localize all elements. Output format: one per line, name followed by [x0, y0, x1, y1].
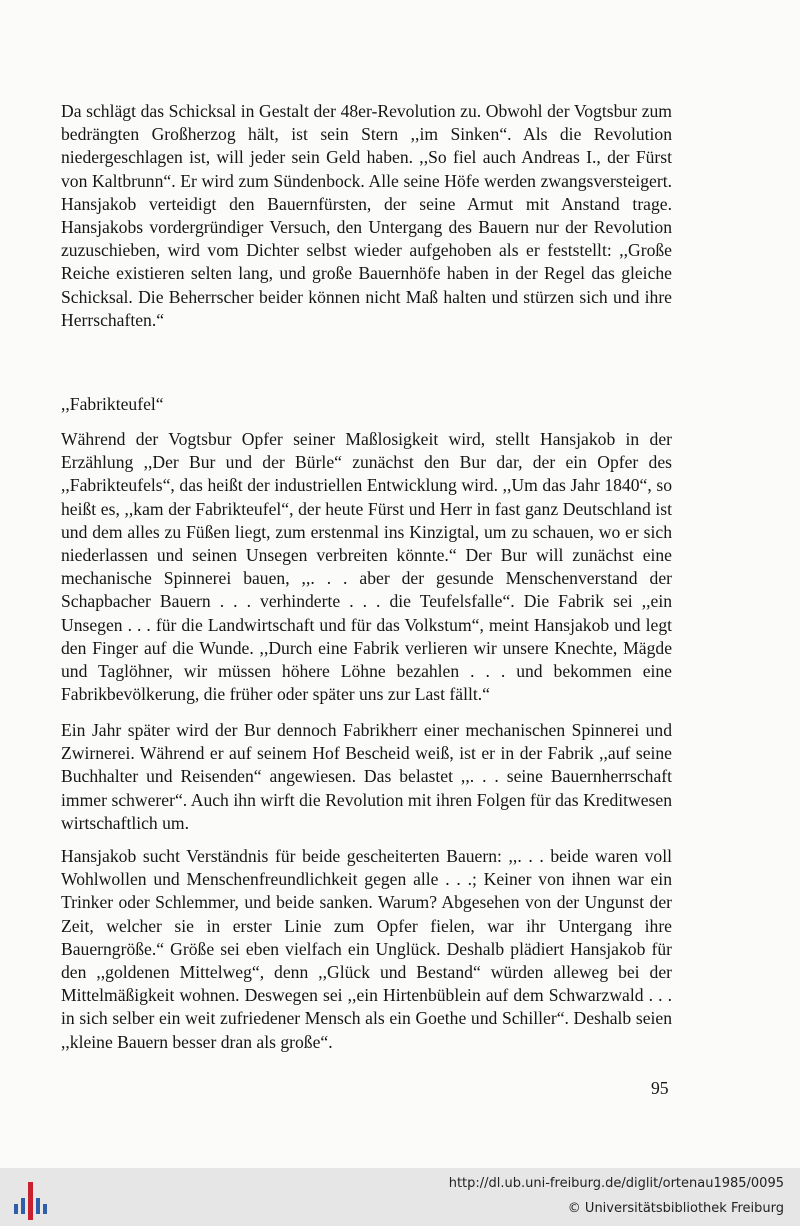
paragraph-1: Da schlägt das Schicksal in Gestalt der 48er-Revolution zu. Obwohl der Vogtsbur zum bedrängten Großherzog hält, ist sein Stern ,,im Sinken“. Als die Revolution niedergeschlagen ist, will jeder sein Geld haben. ,,So fiel auch Andreas I., der Fürst von Kaltbrunn“. Er wird zum Sündenbock. Alle seine Höfe werden zwangsversteigert. Hansjakob verteidigt den Bauernfürsten, der seine Armut mit Anstand trage. Hansjakobs vordergründiger Versuch, den Untergang des Bauern nur der Revolution zuzuschieben, wird vom Dichter selbst wieder aufgehoben als er feststellt: ,,Große Reiche existieren selten lang, und große Bauernhöfe haben in der Regel das gleiche Schicksal. Die Beherrscher beider können nicht Maß halten und stürzen sich und ihre Herrschaften.“	[61, 101, 672, 330]
paragraph-3: Ein Jahr später wird der Bur dennoch Fabrikherr einer mechanischen Spinnerei und Zwirnerei. Während er auf seinem Hof Bescheid weiß, ist er in der Fabrik ,,auf seine Buchhalter und Reisenden“ angewiesen. Das belastet ,,. . . seine Bauernherrschaft immer schwerer“. Auch ihn wirft die Revolution mit ihren Folgen für das Kreditwesen wirtschaftlich um.	[61, 720, 672, 833]
footer-bar	[0, 1168, 800, 1226]
page-number: 95	[651, 1078, 669, 1098]
ub-freiburg-logo-icon	[10, 1178, 50, 1222]
section-heading: ,,Fabrikteufel“	[61, 394, 164, 414]
document-url-link[interactable]: http://dl.ub.uni-freiburg.de/diglit/ortenau1985/0095	[448, 1176, 784, 1191]
paragraph-4: Hansjakob sucht Verständnis für beide gescheiterten Bauern: ,,. . . beide waren voll Wohlwollen und Menschenfreundlichkeit gegen alle . . .; Keiner von ihnen war ein Trinker oder Schlemmer, und beide sanken. Warum? Abgesehen von der Ungunst der Zeit, welcher sie in erster Linie zum Opfer fielen, war ihr Untergang ihre Bauerngröße.“ Größe sei eben vielfach ein Unglück. Deshalb plädiert Hansjakob für den ,,goldenen Mittelweg“, denn ,,Glück und Bestand“ würden alleweg bei der Mittelmäßigkeit wohnen. Deswegen sei ,,ein Hirtenbüblein auf dem Schwarzwald . . . in sich selber ein weit zufriedener Mensch als ein Goethe und Schiller“. Deshalb seien ,,kleine Bauern besser dran als große“.	[61, 846, 672, 1052]
paragraph-2: Während der Vogtsbur Opfer seiner Maßlosigkeit wird, stellt Hansjakob in der Erzählung ,,Der Bur und der Bürle“ zunächst den Bur dar, der ein Opfer des ,,Fabrikteufels“, das heißt der industriellen Entwicklung wird. ,,Um das Jahr 1840“, so heißt es, ,,kam der Fabrikteufel“, der heute Fürst und Herr in fast ganz Deutschland ist und dem alles zu Füßen liegt, zum erstenmal ins Kinzigtal, um zu schauen, wo er sich niederlassen und seinen Unsegen verbreiten könnte.“ Der Bur will zunächst eine mechanische Spinnerei bauen, ,,. . . aber der gesunde Menschenverstand der Schapbacher Bauern . . . verhinderte . . . die Teufelsfalle“. Die Fabrik sei ,,ein Unsegen . . . für die Landwirtschaft und für das Volkstum“, meint Hansjakob und legt den Finger auf die Wunde. ,,Durch eine Fabrik verlieren wir unsere Knechte, Mägde und Taglöhner, wir müssen höhere Löhne bezahlen . . . und bekommen eine Fabrikbevölkerung, die früher oder später uns zur Last fällt.“	[61, 429, 672, 705]
copyright-notice: © Universitätsbibliothek Freiburg	[567, 1201, 784, 1216]
